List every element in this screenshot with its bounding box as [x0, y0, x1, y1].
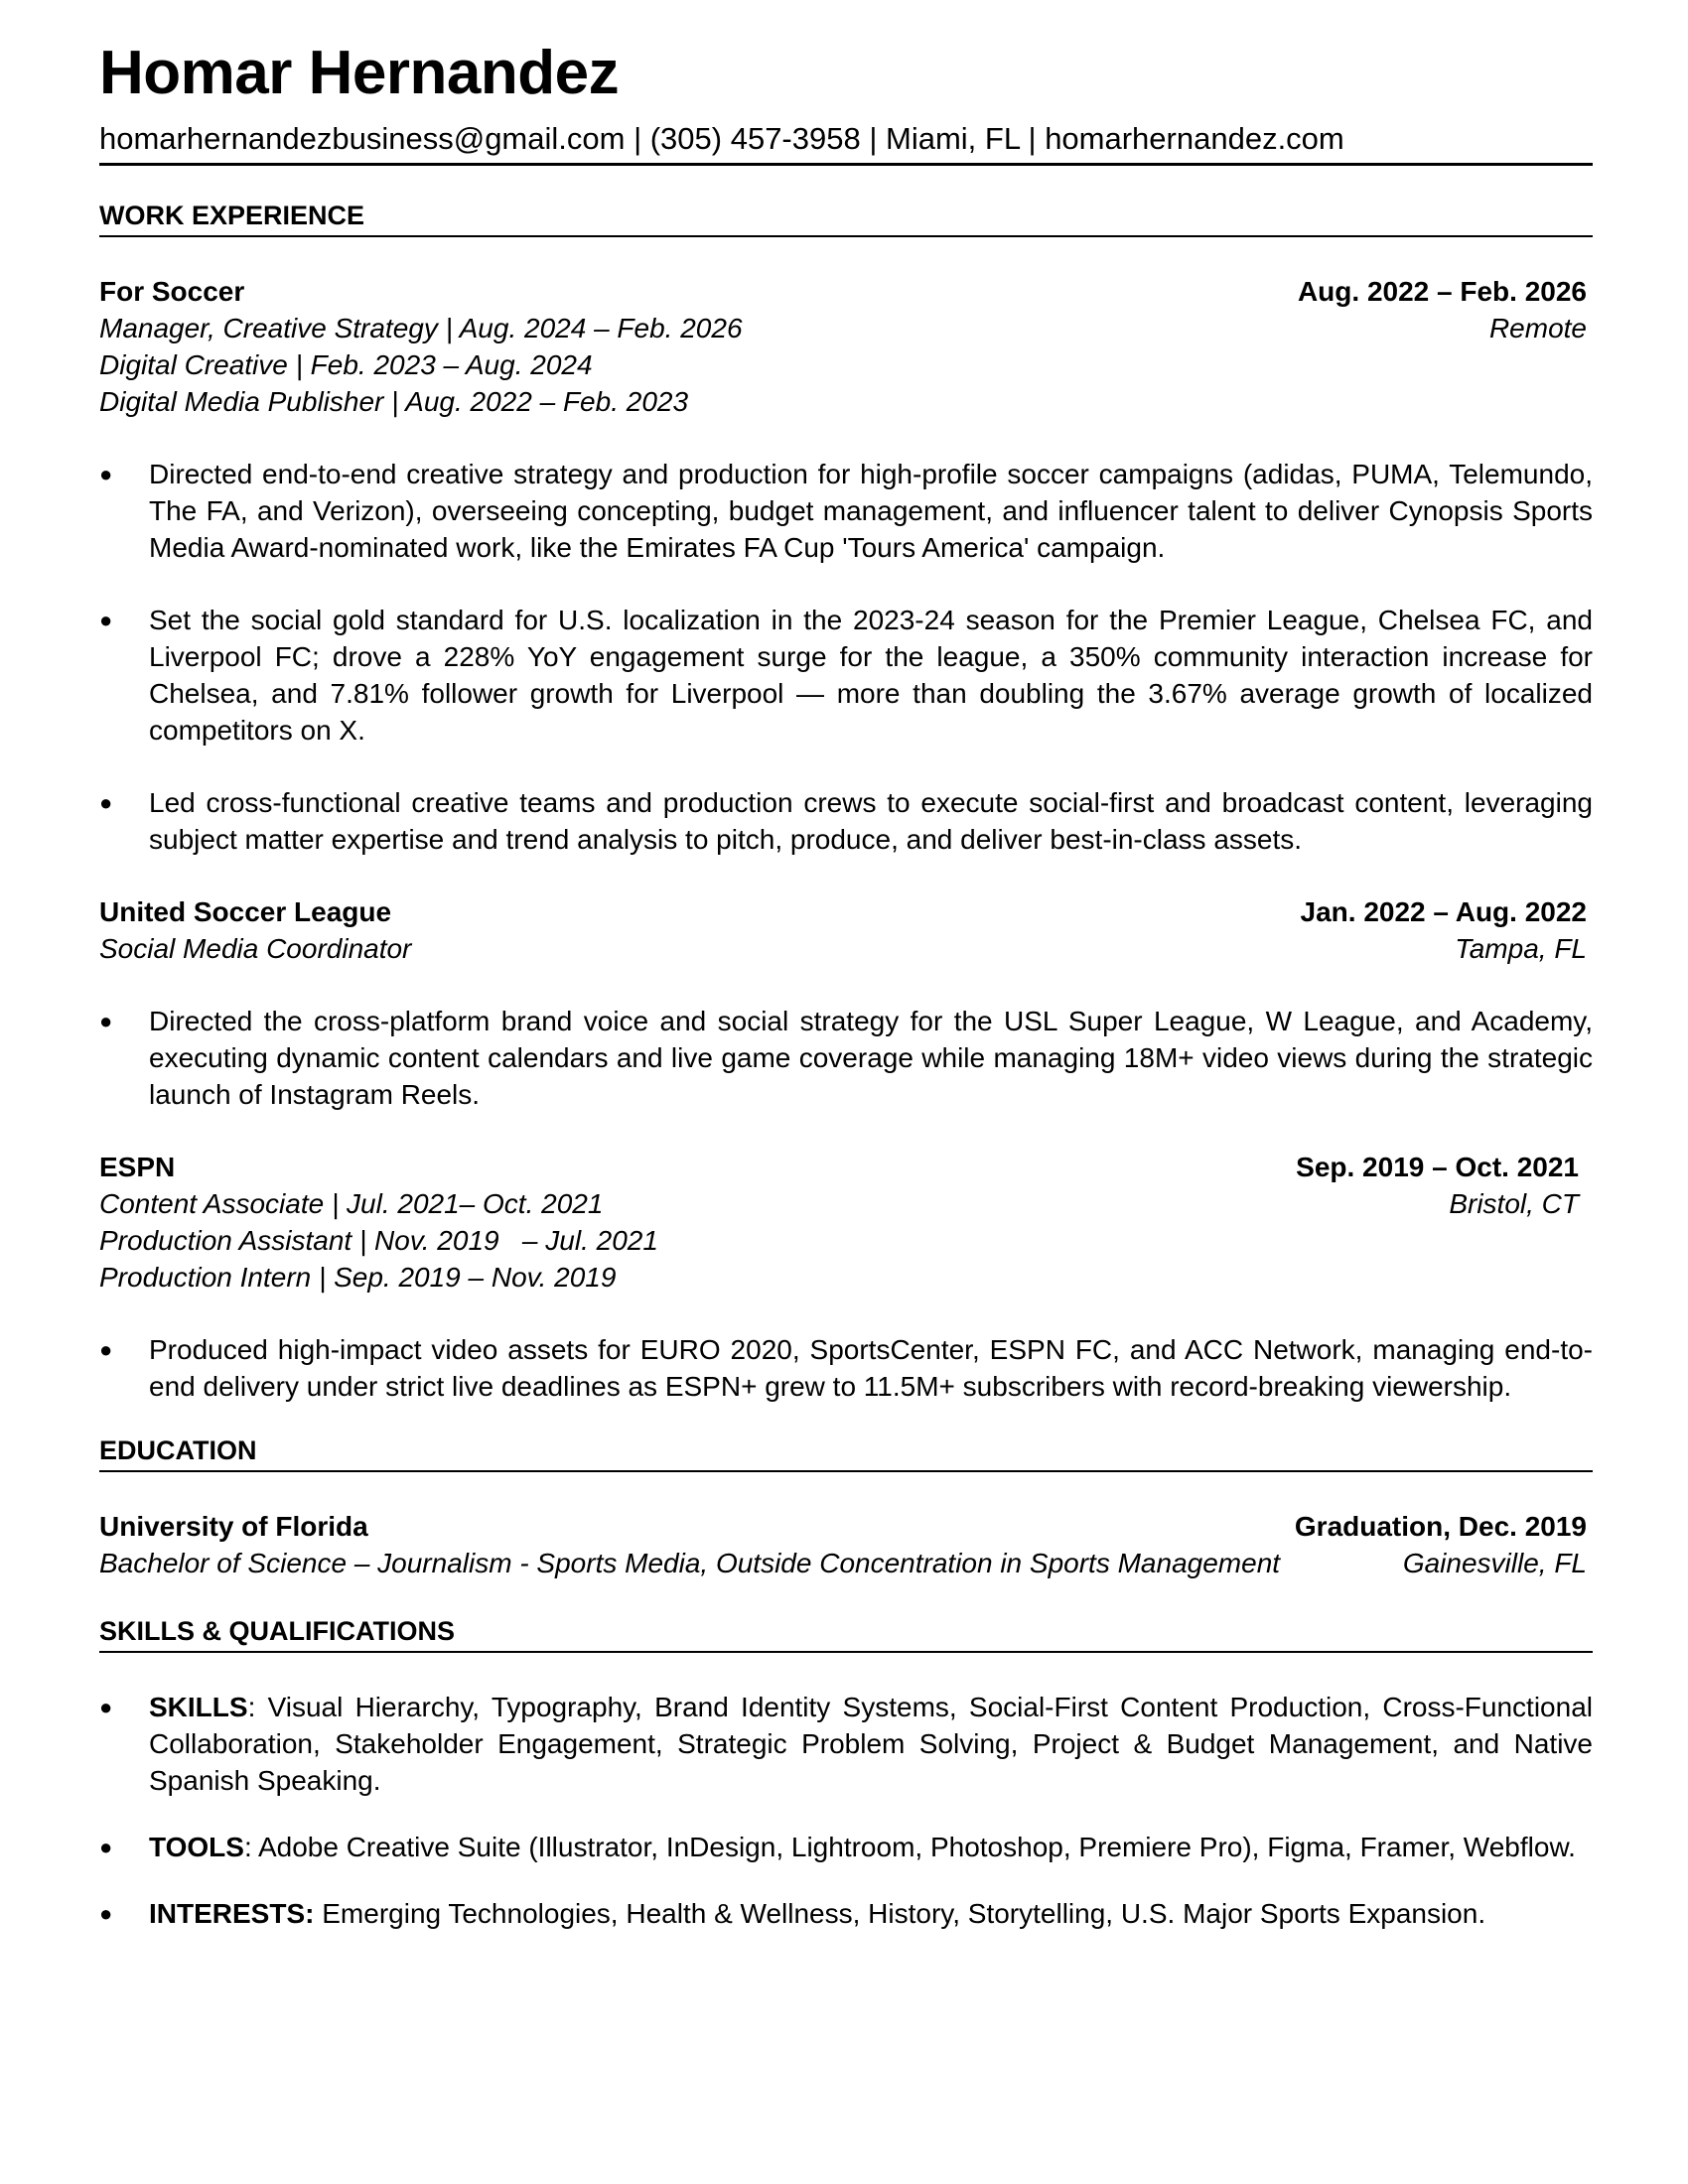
bullet-icon: ● [99, 1009, 113, 1033]
job-entry-usl [99, 893, 1593, 1113]
bullet-item: ● Directed end-to-end creative strategy and production for high-profile soccer campaigns (adidas, PUMA, Telemundo, The FA, and Verizon), overseeing concepting, budget management, and influencer talent to deliver Cynopsis Sports Media Award-nominated work, like the Emirates FA Cup 'Tours America' campaign. [99, 456, 1593, 566]
skill-label: TOOLS [149, 1832, 244, 1862]
section-title-education: EDUCATION [99, 1434, 1593, 1472]
bullet-icon: ● [99, 462, 113, 486]
job-location: Tampa, FL [1455, 933, 1587, 964]
bullet-item: ● SKILLS: Visual Hierarchy, Typography, Brand Identity Systems, Social-First Content Production, Cross-Functional Collaboration, Stakeholder Engagement, Strategic Problem Solving, Project & Budget Management, and Native Spanish Speaking. [99, 1689, 1593, 1799]
resume-page [99, 38, 1593, 1932]
bullet-item: ● Produced high-impact video assets for EURO 2020, SportsCenter, ESPN FC, and ACC Network, managing end-to-end delivery under strict live deadlines as ESPN+ grew to 11.5M+ subscribers with record-breaking viewership. [99, 1331, 1593, 1405]
job-role: Social Media Coordinator [99, 933, 412, 964]
section-title-work-experience: WORK EXPERIENCE [99, 200, 1593, 237]
education-entry [99, 1508, 1593, 1581]
section-title-skills: SKILLS & QUALIFICATIONS [99, 1615, 1593, 1653]
job-role: Production Assistant | Nov. 2019 – Jul. 2021 [99, 1225, 658, 1256]
school-name: University of Florida [99, 1511, 368, 1542]
bullet-item: ● Led cross-functional creative teams and production crews to execute social-first and broadcast content, leveraging subject matter expertise and trend analysis to pitch, produce, and deliver best-in-class assets. [99, 784, 1593, 858]
job-role: Digital Media Publisher | Aug. 2022 – Feb. 2023 [99, 386, 689, 417]
bullet-item: ● INTERESTS: Emerging Technologies, Health & Wellness, History, Storytelling, U.S. Major Sports Expansion. [99, 1895, 1593, 1932]
degree: Bachelor of Science – Journalism - Sports Media, Outside Concentration in Sports Management [99, 1548, 1281, 1578]
bullet-icon: ● [99, 790, 113, 815]
job-dates: Jan. 2022 – Aug. 2022 [1300, 896, 1587, 927]
education-location: Gainesville, FL [1402, 1548, 1587, 1578]
contact-line: homarhernandezbusiness@gmail.com | (305) 457-3958 | Miami, FL | homarhernandez.com [99, 119, 1593, 166]
job-entry-espn [99, 1149, 1593, 1405]
bullet-item: ● Set the social gold standard for U.S. localization in the 2023-24 season for the Premier League, Chelsea FC, and Liverpool FC; drove a 228% YoY engagement surge for the league, a 350% community interaction increase for Chelsea, and 7.81% follower growth for Liverpool — more than doubling the 3.67% average growth of localized competitors on X. [99, 602, 1593, 749]
job-org: For Soccer [99, 276, 245, 307]
job-location: Remote [1488, 313, 1587, 343]
candidate-name: Homar Hernandez [99, 39, 620, 107]
bullet-item: ● Directed the cross-platform brand voice and social strategy for the USL Super League, W League, and Academy, executing dynamic content calendars and live game coverage while managing 18M+ video views during the strategic launch of Instagram Reels. [99, 1003, 1593, 1113]
bullet-icon: ● [99, 1695, 113, 1719]
job-dates: Aug. 2022 – Feb. 2026 [1297, 276, 1587, 307]
job-role: Content Associate | Jul. 2021– Oct. 2021 [99, 1188, 604, 1219]
bullet-icon: ● [99, 608, 113, 632]
skill-label: INTERESTS: [149, 1898, 315, 1929]
job-org: ESPN [99, 1152, 176, 1182]
job-org: United Soccer League [99, 896, 392, 927]
job-role: Production Intern | Sep. 2019 – Nov. 2019 [99, 1262, 617, 1293]
job-dates: Sep. 2019 – Oct. 2021 [1296, 1152, 1579, 1182]
bullet-item: ● TOOLS: Adobe Creative Suite (Illustrator, InDesign, Lightroom, Photoshop, Premiere Pro), Figma, Framer, Webflow. [99, 1829, 1593, 1865]
bullet-icon: ● [99, 1901, 113, 1926]
job-entry-for-soccer [99, 273, 1593, 858]
graduation-date: Graduation, Dec. 2019 [1294, 1511, 1587, 1542]
skill-label: SKILLS [149, 1692, 248, 1722]
job-role: Manager, Creative Strategy | Aug. 2024 – Feb. 2026 [99, 313, 743, 343]
job-role: Digital Creative | Feb. 2023 – Aug. 2024 [99, 349, 593, 380]
bullet-icon: ● [99, 1337, 113, 1362]
job-location: Bristol, CT [1449, 1188, 1579, 1219]
bullet-icon: ● [99, 1835, 113, 1859]
